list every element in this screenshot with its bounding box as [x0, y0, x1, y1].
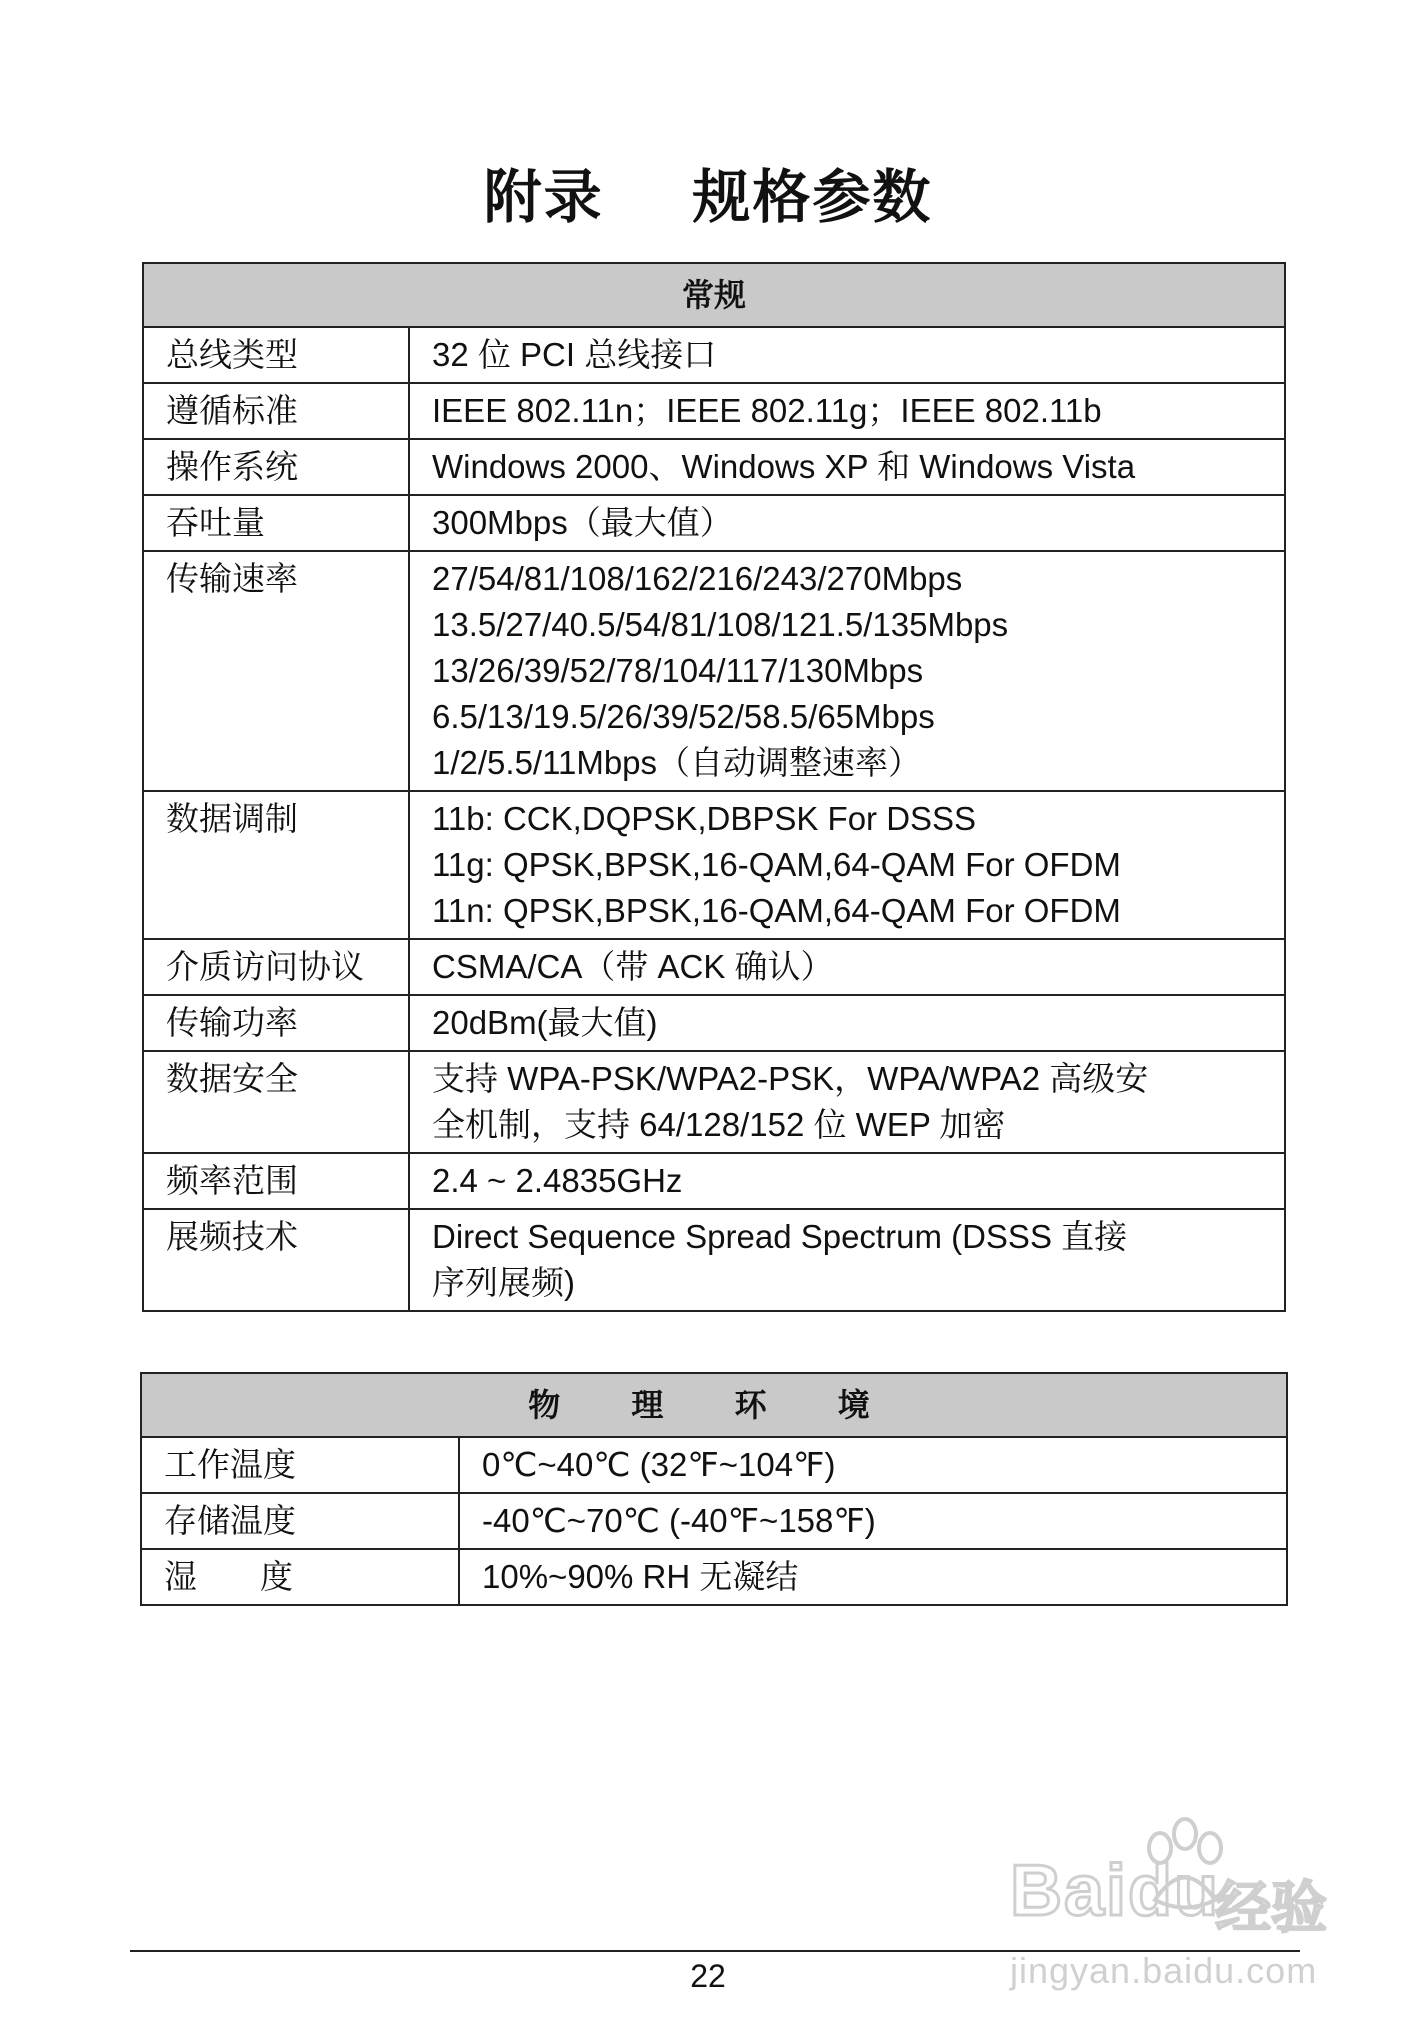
spec-value: [409, 1051, 1285, 1153]
env-row: [141, 1493, 1287, 1549]
env-label: 工作温度: [141, 1437, 459, 1493]
spec-row: [143, 791, 1285, 939]
general-header: 常规: [143, 263, 1285, 327]
spec-value-line: 27/54/81/108/162/216/243/270Mbps: [432, 560, 963, 597]
spec-row: [143, 495, 1285, 551]
env-value: 0℃~40℃ (32℉~104℉): [459, 1437, 1287, 1493]
spec-value-line: 32 位 PCI 总线接口: [432, 336, 717, 373]
spec-row: [143, 439, 1285, 495]
watermark-cn: 经验: [1215, 1876, 1327, 1941]
spec-row: [143, 1153, 1285, 1209]
spec-label: 数据调制: [143, 791, 409, 939]
spec-value-line: Direct Sequence Spread Spectrum (DSSS 直接: [432, 1218, 1128, 1255]
env-label: 存储温度: [141, 1493, 459, 1549]
spec-value: [409, 327, 1285, 383]
spec-label: 数据安全: [143, 1051, 409, 1153]
physical-header: 物 理 环 境: [141, 1373, 1287, 1437]
spec-value-line: 全机制，支持 64/128/152 位 WEP 加密: [432, 1106, 1006, 1143]
spec-label: 操作系统: [143, 439, 409, 495]
spec-value: [409, 1153, 1285, 1209]
physical-table-body: [141, 1437, 1287, 1605]
watermark-logo: Baidu: [1010, 1851, 1221, 1931]
env-value: -40℃~70℃ (-40℉~158℉): [459, 1493, 1287, 1549]
general-table-body: [143, 327, 1285, 1311]
spec-row: [143, 1209, 1285, 1311]
page-title: 附录 规格参数: [483, 163, 933, 231]
spec-value: [409, 791, 1285, 939]
spec-value: [409, 995, 1285, 1051]
spec-value: [409, 939, 1285, 995]
spec-label: 频率范围: [143, 1153, 409, 1209]
spec-value-line: CSMA/CA（带 ACK 确认）: [432, 948, 834, 985]
spec-value-line: 13.5/27/40.5/54/81/108/121.5/135Mbps: [432, 606, 1009, 643]
spec-label: 总线类型: [143, 327, 409, 383]
spec-row: [143, 327, 1285, 383]
spec-label: 传输速率: [143, 551, 409, 791]
spec-value-line: 11b: CCK,DQPSK,DBPSK For DSSS: [432, 800, 977, 837]
spec-label: 展频技术: [143, 1209, 409, 1311]
watermark-url: jingyan.baidu.com: [1010, 1950, 1318, 1991]
spec-row: [143, 551, 1285, 791]
spec-row: [143, 995, 1285, 1051]
spec-label: 遵循标准: [143, 383, 409, 439]
spec-value-line: 11g: QPSK,BPSK,16-QAM,64-QAM For OFDM: [432, 846, 1121, 883]
env-label: 湿 度: [141, 1549, 459, 1605]
spec-label: 传输功率: [143, 995, 409, 1051]
spec-label: 吞吐量: [143, 495, 409, 551]
spec-value-line: 20dBm(最大值): [432, 1004, 658, 1041]
spec-value: [409, 1209, 1285, 1311]
env-row: [141, 1437, 1287, 1493]
spec-value-line: 1/2/5.5/11Mbps（自动调整速率）: [432, 744, 922, 781]
spec-value: [409, 439, 1285, 495]
spec-value-line: 2.4 ~ 2.4835GHz: [432, 1162, 683, 1199]
general-spec-table: [142, 262, 1286, 1312]
spec-value: [409, 495, 1285, 551]
spec-value-line: 6.5/13/19.5/26/39/52/58.5/65Mbps: [432, 698, 935, 735]
spec-value-line: 序列展频): [432, 1264, 575, 1301]
env-row: [141, 1549, 1287, 1605]
spec-value-line: 11n: QPSK,BPSK,16-QAM,64-QAM For OFDM: [432, 892, 1121, 929]
page-number: 22: [690, 1958, 726, 1994]
spec-row: [143, 383, 1285, 439]
spec-row: [143, 1051, 1285, 1153]
physical-spec-table: [140, 1372, 1288, 1606]
spec-value: [409, 551, 1285, 791]
spec-value-line: 支持 WPA-PSK/WPA2-PSK，WPA/WPA2 高级安: [432, 1060, 1149, 1097]
spec-label: 介质访问协议: [143, 939, 409, 995]
spec-value-line: Windows 2000、Windows XP 和 Windows Vista: [432, 448, 1136, 485]
spec-value-line: IEEE 802.11n；IEEE 802.11g；IEEE 802.11b: [432, 392, 1102, 429]
spec-value-line: 13/26/39/52/78/104/117/130Mbps: [432, 652, 924, 689]
env-value: 10%~90% RH 无凝结: [459, 1549, 1287, 1605]
spec-value: [409, 383, 1285, 439]
spec-row: [143, 939, 1285, 995]
baidu-watermark: [1010, 1840, 1340, 2000]
spec-value-line: 300Mbps（最大值）: [432, 504, 733, 541]
